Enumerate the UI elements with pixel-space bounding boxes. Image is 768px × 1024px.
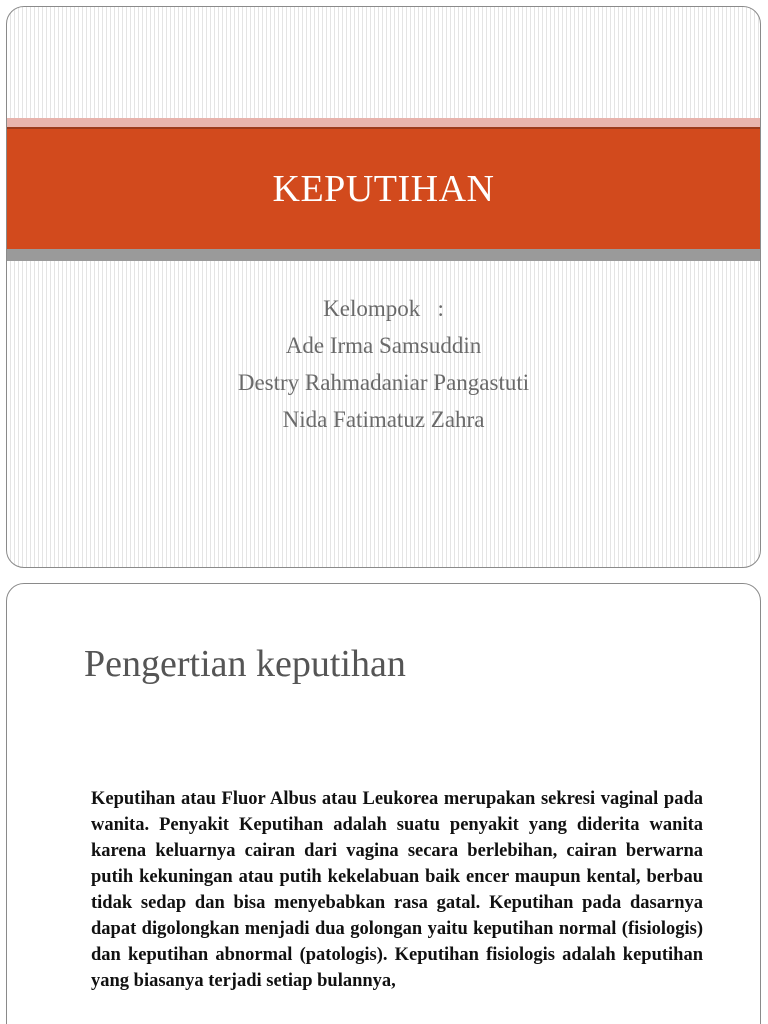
member-name: Nida Fatimatuz Zahra <box>282 407 485 432</box>
group-members <box>7 290 760 438</box>
content-slide <box>6 583 761 1024</box>
slide-heading: Pengertian keputihan <box>84 643 406 685</box>
body-paragraph: Keputihan atau Fluor Albus atau Leukorea merupakan sekresi vaginal pada wanita. Penyakit Keputihan adalah suatu penyakit yang diderita wanita karena keluarnya cairan dari vagina secara berlebihan, cairan berwarna putih kekuningan atau putih kekelabuan baik encer maupun kental, berbau tidak sedap dan bisa menyebabkan rasa gatal. Keputihan pada dasarnya dapat digolongkan menjadi dua golongan yaitu keputihan normal (fisiologis) dan keputihan abnormal (patologis). Keputihan fisiologis adalah keputihan yang biasanya terjadi setiap bulannya, <box>91 789 703 991</box>
group-label: Kelompok : <box>323 296 444 321</box>
title-band-top-accent <box>7 118 760 127</box>
member-name: Destry Rahmadaniar Pangastuti <box>237 370 530 395</box>
slide-title: KEPUTIHAN <box>272 168 495 210</box>
member-name: Ade Irma Samsuddin <box>285 333 482 358</box>
title-band-bottom-accent <box>7 249 760 261</box>
title-slide <box>6 6 761 568</box>
title-band <box>7 129 760 249</box>
